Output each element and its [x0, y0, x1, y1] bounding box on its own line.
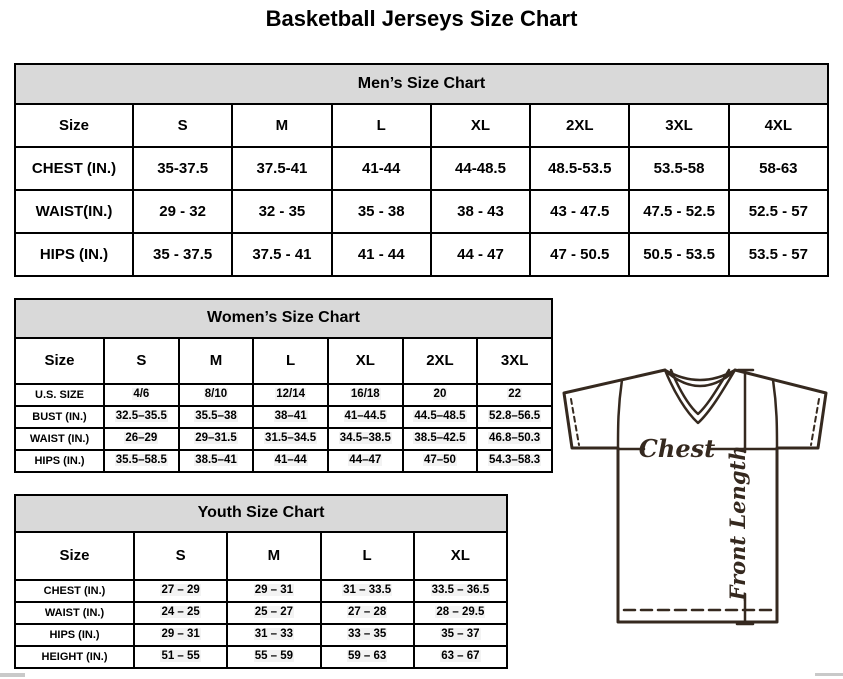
- cell-value: 28 – 29.5: [436, 606, 485, 619]
- cell-value: 4/6: [133, 388, 150, 401]
- table-cell: [530, 147, 629, 190]
- table-title-row: [15, 299, 552, 338]
- cell-value: 52.8–56.5: [489, 410, 541, 423]
- column-header: Size: [15, 532, 134, 580]
- cell-value: 51 – 55: [161, 650, 200, 663]
- cell-value: 47 - 50.5: [550, 245, 610, 263]
- cell-value: 44.5–48.5: [414, 410, 466, 423]
- column-header: S: [104, 338, 179, 384]
- table-cell: [403, 406, 478, 428]
- column-header: S: [133, 104, 232, 147]
- cell-value: 41 - 44: [357, 245, 405, 263]
- column-header: S: [134, 532, 227, 580]
- row-label: HIPS (IN.): [15, 233, 133, 276]
- cell-value: 35 – 37: [441, 628, 480, 641]
- table-cell: [477, 384, 552, 406]
- cell-value: 53.5 - 57: [748, 245, 808, 263]
- row-label: CHEST (IN.): [15, 147, 133, 190]
- table-cell: [179, 428, 254, 450]
- table-cell: [629, 233, 728, 276]
- cell-value: 20: [433, 388, 447, 401]
- cell-value: 32 - 35: [258, 202, 306, 220]
- cell-value: 29–31.5: [195, 432, 237, 445]
- row-label: HIPS (IN.): [15, 624, 134, 646]
- table-cell: [232, 190, 331, 233]
- table-cell: [403, 450, 478, 472]
- table-title-row: [15, 64, 828, 104]
- column-header: M: [232, 104, 331, 147]
- horizontal-scrollbar-thumb-right[interactable]: [815, 673, 843, 676]
- table-cell: [328, 428, 403, 450]
- cell-value: 25 – 27: [254, 606, 294, 619]
- table-cell: [332, 190, 431, 233]
- table-cell: [227, 602, 320, 624]
- table-cell: [477, 428, 552, 450]
- column-header: Size: [15, 338, 104, 384]
- cell-value: 59 – 63: [347, 650, 387, 663]
- table-cell: [414, 646, 507, 668]
- row-label: U.S. SIZE: [15, 384, 104, 406]
- cell-value: 31 – 33: [254, 628, 294, 641]
- table-cell: [629, 147, 728, 190]
- table-cell: [530, 190, 629, 233]
- cell-value: 41–44: [274, 454, 307, 467]
- table-cell: [227, 646, 320, 668]
- chest-label: Chest: [638, 434, 716, 463]
- table-row: [15, 190, 828, 233]
- cell-value: 50.5 - 53.5: [643, 245, 715, 263]
- column-header: 3XL: [477, 338, 552, 384]
- table-cell: [253, 384, 328, 406]
- table-cell: [729, 147, 828, 190]
- column-header: XL: [328, 338, 403, 384]
- table-cell: [134, 602, 227, 624]
- table-cell: [134, 624, 227, 646]
- cell-value: 29 – 31: [254, 584, 294, 597]
- cell-value: 16/18: [350, 388, 380, 401]
- cell-value: 35.5–38: [195, 410, 237, 423]
- table-cell: [227, 580, 320, 602]
- table-cell: [104, 450, 179, 472]
- table-cell: [134, 580, 227, 602]
- youth-size-chart-table: [14, 494, 508, 669]
- table-cell: [321, 624, 414, 646]
- column-header: Size: [15, 104, 133, 147]
- table-cell: [729, 190, 828, 233]
- table-cell: [431, 190, 530, 233]
- column-header: XL: [414, 532, 507, 580]
- cell-value: 27 – 28: [347, 606, 387, 619]
- cell-value: 33 – 35: [347, 628, 387, 641]
- cell-value: 46.8–50.3: [489, 432, 541, 445]
- cell-value: 35.5–58.5: [115, 454, 167, 467]
- table-cell: [431, 233, 530, 276]
- table-title-row: [15, 495, 507, 532]
- table-cell: [253, 428, 328, 450]
- cell-value: 8/10: [204, 388, 228, 401]
- cell-value: 41-44: [362, 159, 401, 177]
- front-length-label: Front Length: [725, 445, 750, 601]
- cell-value: 48.5-53.5: [548, 159, 612, 177]
- table-cell: [403, 428, 478, 450]
- column-header: L: [321, 532, 414, 580]
- cell-value: 24 – 25: [161, 606, 200, 619]
- table-cell: [414, 602, 507, 624]
- cell-value: 58-63: [759, 159, 798, 177]
- column-header: 2XL: [530, 104, 629, 147]
- cell-value: 31 – 33.5: [343, 584, 392, 597]
- table-cell: [332, 233, 431, 276]
- column-header: 3XL: [629, 104, 728, 147]
- table-cell: [530, 233, 629, 276]
- cell-value: 38–41: [274, 410, 307, 423]
- table-cell: [414, 624, 507, 646]
- table-title: Youth Size Chart: [15, 495, 507, 532]
- table-cell: [729, 233, 828, 276]
- cell-value: 37.5-41: [256, 159, 308, 177]
- table-row: [15, 602, 507, 624]
- cell-value: 22: [508, 388, 522, 401]
- table-row: [15, 624, 507, 646]
- table-cell: [328, 450, 403, 472]
- table-cell: [403, 384, 478, 406]
- cell-value: 26–29: [125, 432, 158, 445]
- column-header: XL: [431, 104, 530, 147]
- mens-size-chart-table: [14, 63, 829, 277]
- row-label: CHEST (IN.): [15, 580, 134, 602]
- cell-value: 29 – 31: [161, 628, 200, 641]
- table-cell: [321, 602, 414, 624]
- column-header: M: [179, 338, 254, 384]
- table-cell: [253, 450, 328, 472]
- table-cell: [104, 406, 179, 428]
- table-cell: [179, 384, 254, 406]
- cell-value: 35 - 37.5: [153, 245, 213, 263]
- table-row: [15, 450, 552, 472]
- table-cell: [179, 406, 254, 428]
- cell-value: 63 – 67: [441, 650, 480, 663]
- cell-value: 29 - 32: [159, 202, 206, 220]
- table-cell: [104, 384, 179, 406]
- jersey-collar: [665, 370, 735, 423]
- table-cell: [232, 147, 331, 190]
- table-row: [15, 233, 828, 276]
- cell-value: 44-48.5: [455, 159, 506, 177]
- table-cell: [133, 233, 232, 276]
- cell-value: 44–47: [349, 454, 382, 467]
- table-cell: [134, 646, 227, 668]
- column-header: 2XL: [403, 338, 478, 384]
- table-cell: [232, 233, 331, 276]
- cell-value: 33.5 – 36.5: [431, 584, 490, 597]
- cell-value: 43 - 47.5: [550, 202, 610, 220]
- table-cell: [477, 406, 552, 428]
- table-row: [15, 646, 507, 668]
- table-cell: [321, 646, 414, 668]
- row-label: HIPS (IN.): [15, 450, 104, 472]
- table-cell: [414, 580, 507, 602]
- table-cell: [431, 147, 530, 190]
- cell-value: 27 – 29: [161, 584, 200, 597]
- table-title: Men’s Size Chart: [15, 64, 828, 104]
- jersey-measurement-diagram: [560, 362, 840, 634]
- column-header: M: [227, 532, 320, 580]
- cell-value: 52.5 - 57: [748, 202, 808, 220]
- cell-value: 38 - 43: [457, 202, 504, 220]
- table-row: [15, 147, 828, 190]
- cell-value: 31.5–34.5: [265, 432, 317, 445]
- page-title: Basketball Jerseys Size Chart: [265, 6, 578, 31]
- cell-value: 34.5–38.5: [339, 432, 391, 445]
- table-cell: [321, 580, 414, 602]
- row-label: HEIGHT (IN.): [15, 646, 134, 668]
- column-header: L: [332, 104, 431, 147]
- womens-size-chart-table: [14, 298, 553, 473]
- cell-value: 47.5 - 52.5: [643, 202, 715, 220]
- table-cell: [629, 190, 728, 233]
- horizontal-scrollbar-thumb-left[interactable]: [0, 673, 25, 677]
- table-cell: [179, 450, 254, 472]
- column-header-row: [15, 532, 507, 580]
- table-row: [15, 406, 552, 428]
- table-row: [15, 384, 552, 406]
- jersey-diagram-svg: [560, 362, 840, 634]
- table-cell: [133, 190, 232, 233]
- column-header: L: [253, 338, 328, 384]
- table-cell: [328, 384, 403, 406]
- cell-value: 38.5–42.5: [414, 432, 466, 445]
- cell-value: 38.5–41: [195, 454, 237, 467]
- cell-value: 53.5-58: [653, 159, 705, 177]
- row-label: WAIST (IN.): [15, 602, 134, 624]
- table-title: Women’s Size Chart: [15, 299, 552, 338]
- cell-value: 55 – 59: [254, 650, 294, 663]
- cell-value: 44 - 47: [457, 245, 504, 263]
- cell-value: 37.5 - 41: [252, 245, 312, 263]
- jersey-outline: [564, 370, 826, 622]
- table-cell: [104, 428, 179, 450]
- cell-value: 47–50: [423, 454, 456, 467]
- cell-value: 41–44.5: [344, 410, 387, 423]
- column-header-row: [15, 104, 828, 147]
- column-header-row: [15, 338, 552, 384]
- table-cell: [227, 624, 320, 646]
- table-row: [15, 428, 552, 450]
- table-row: [15, 580, 507, 602]
- row-label: BUST (IN.): [15, 406, 104, 428]
- table-cell: [332, 147, 431, 190]
- table-cell: [477, 450, 552, 472]
- table-cell: [328, 406, 403, 428]
- table-cell: [133, 147, 232, 190]
- column-header: 4XL: [729, 104, 828, 147]
- cell-value: 35-37.5: [157, 159, 209, 177]
- cell-value: 32.5–35.5: [115, 410, 167, 423]
- table-cell: [253, 406, 328, 428]
- cell-value: 35 - 38: [357, 202, 405, 220]
- cell-value: 12/14: [276, 388, 306, 401]
- row-label: WAIST (IN.): [15, 428, 104, 450]
- cell-value: 54.3–58.3: [489, 454, 541, 467]
- row-label: WAIST(IN.): [15, 190, 133, 233]
